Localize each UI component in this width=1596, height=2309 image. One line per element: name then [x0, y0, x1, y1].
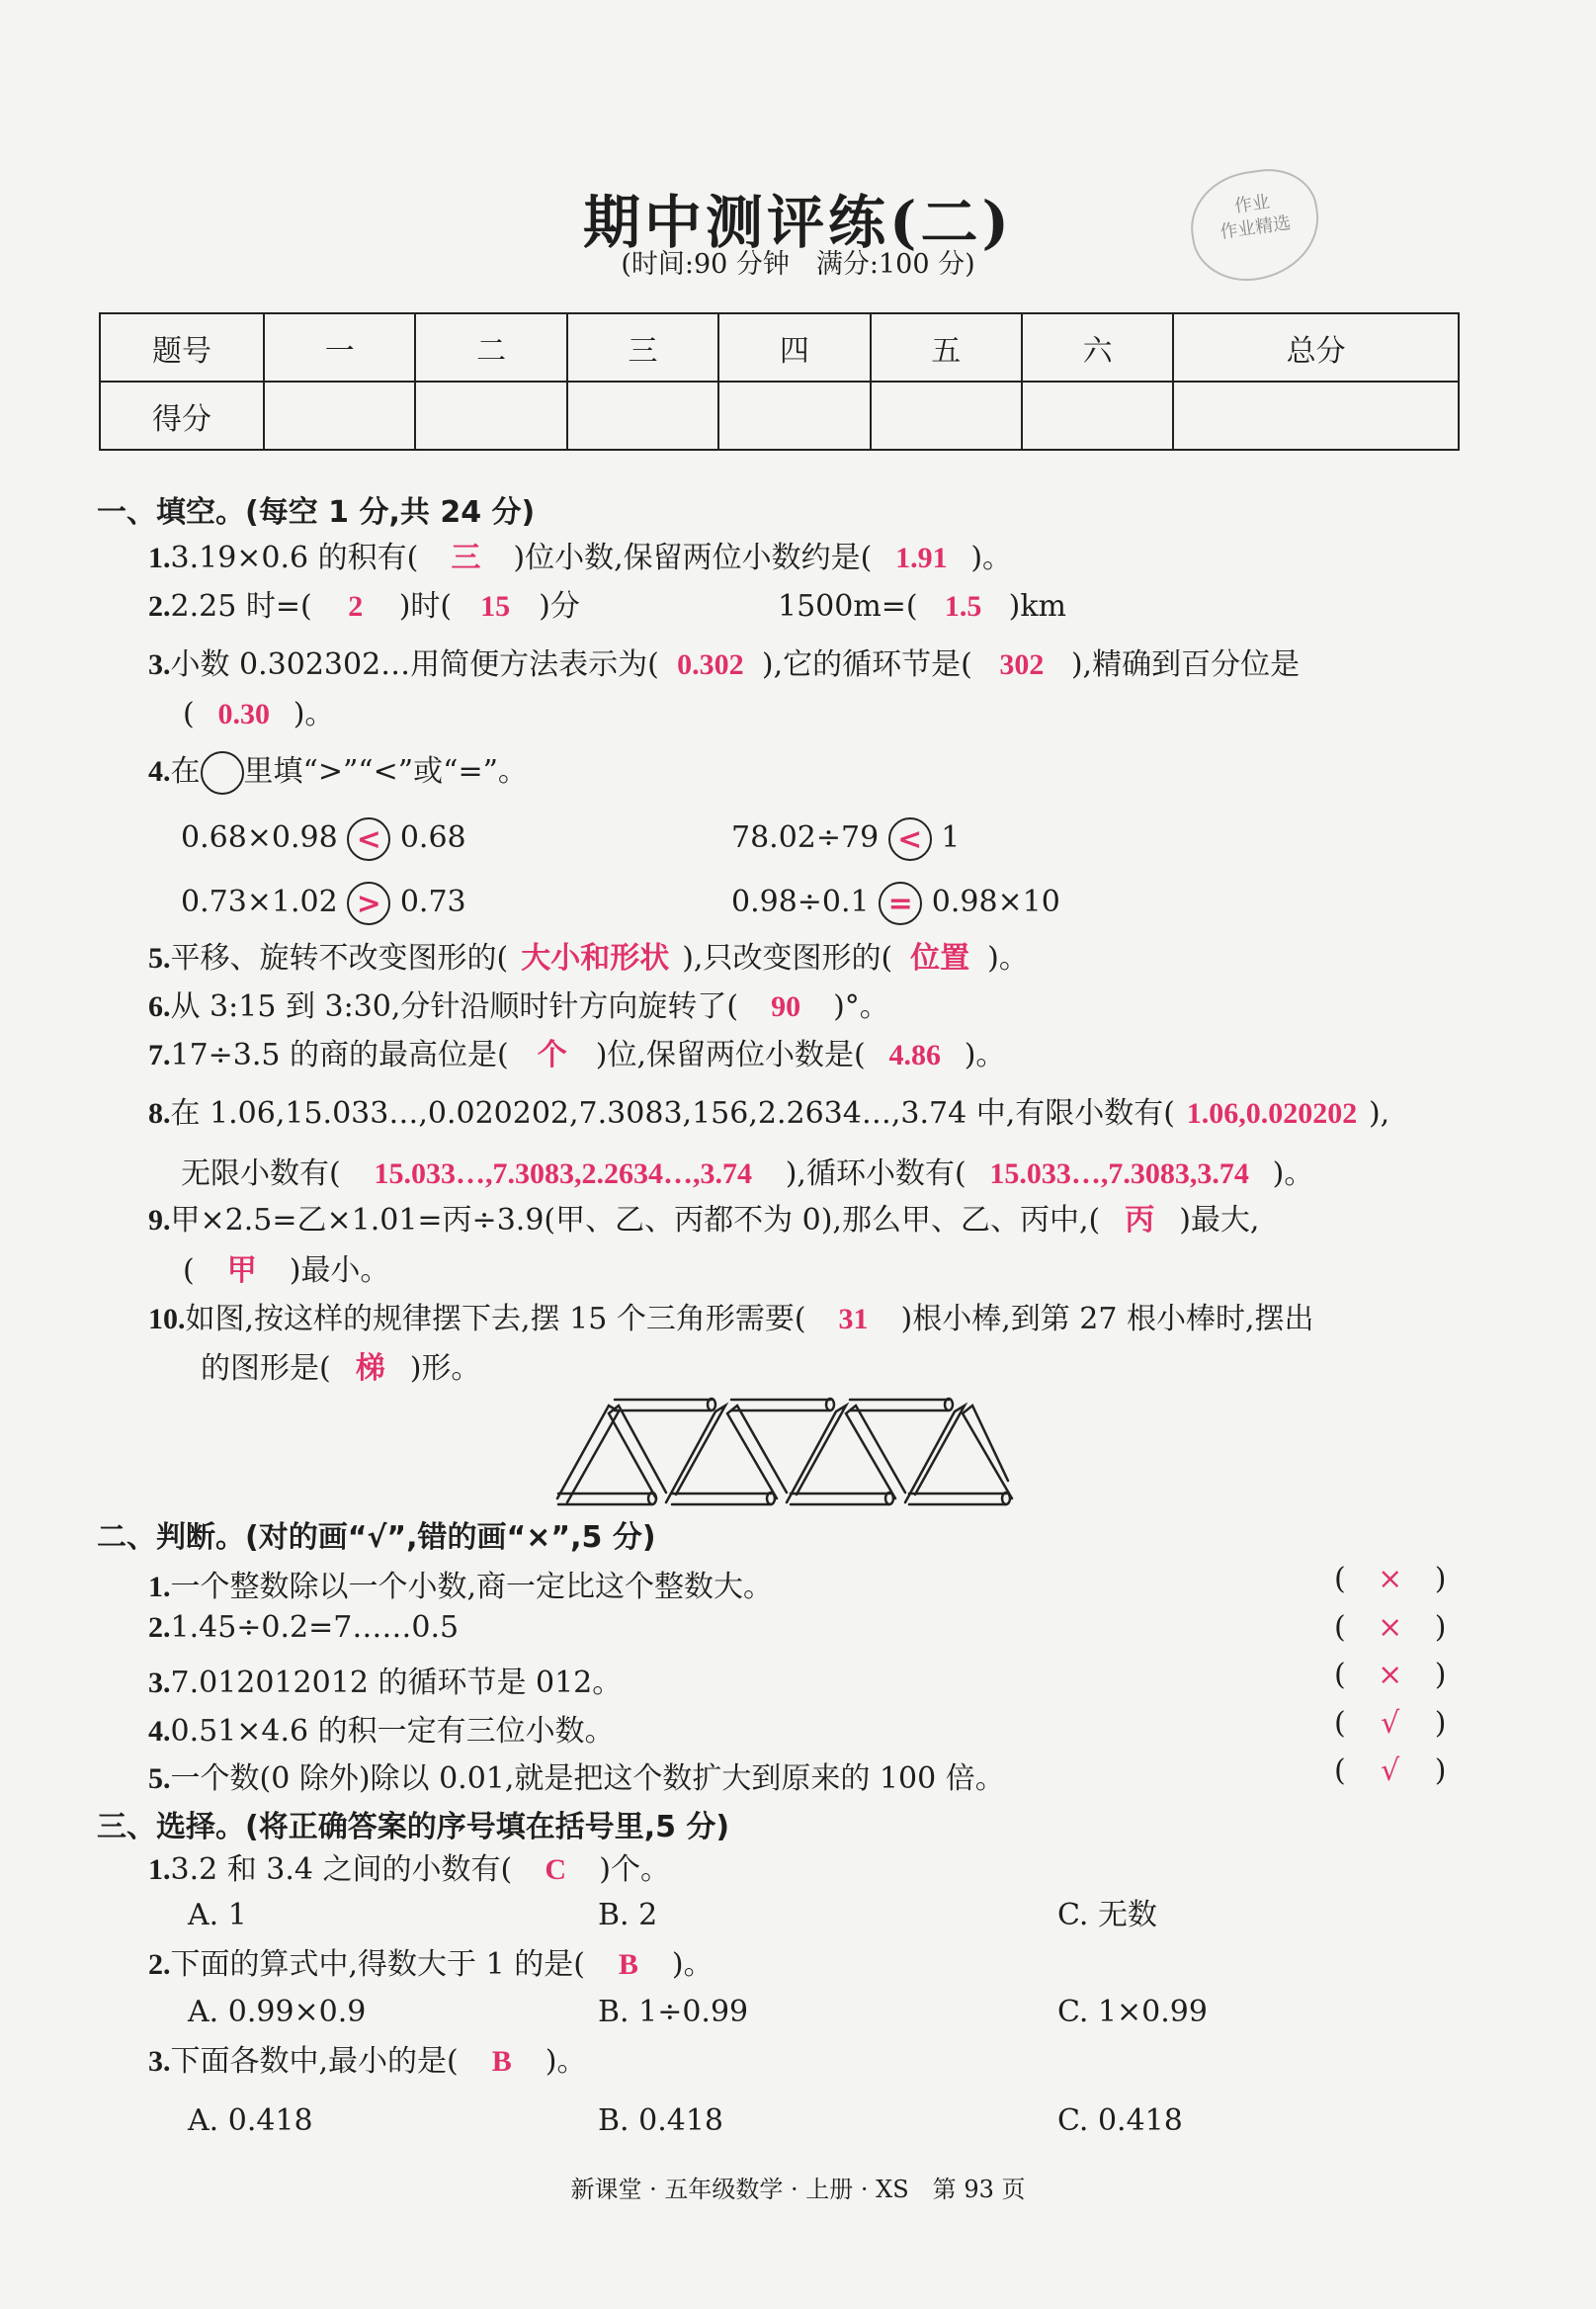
expression-right: 1 [941, 820, 961, 855]
fill-question-2 [148, 587, 580, 627]
judge-item [148, 1753, 1005, 1797]
question-number: 3. [148, 1667, 171, 1699]
question-text: )。 [1272, 1156, 1314, 1191]
answer-blank[interactable]: 丙 [1125, 1203, 1155, 1238]
question-text: 里填“>”“<”或“=”。 [243, 754, 528, 789]
question-number: 7. [148, 1039, 171, 1071]
question-number: 9. [148, 1204, 171, 1237]
exam-time-info: (时间:90 分钟 满分:100 分) [621, 249, 975, 280]
question-text: )最大, [1179, 1203, 1260, 1238]
question-text: )形。 [409, 1351, 481, 1386]
stick [846, 1406, 905, 1498]
score-cell[interactable] [567, 382, 718, 450]
judge-answer[interactable] [1334, 1753, 1463, 1788]
paren: ) [1434, 1610, 1447, 1645]
question-text: )km [1008, 589, 1066, 624]
fill-question-6 [148, 987, 889, 1027]
score-cell[interactable] [415, 382, 566, 450]
question-text: 3.2 和 3.4 之间的小数有( [170, 1852, 513, 1887]
stamp-line-2: 作业精选 [1218, 213, 1293, 243]
table-cell: 三 [567, 313, 718, 382]
paren: ( [1334, 1610, 1346, 1645]
question-text: 如图,按这样的规律摆下去,摆 15 个三角形需要( [185, 1302, 806, 1336]
check-mark-icon: √ [1381, 1753, 1400, 1788]
score-cell[interactable] [1022, 382, 1173, 450]
question-number: 1. [148, 1571, 171, 1603]
choice-option-a[interactable]: A. 0.99×0.9 [188, 1995, 367, 2029]
judge-answer[interactable] [1334, 1658, 1463, 1692]
answer-blank[interactable]: 15.033…,7.3083,3.74 [989, 1157, 1249, 1190]
fill-question-8-cont [181, 1154, 1313, 1194]
answer-blank[interactable]: B [618, 1948, 638, 1981]
question-number: 2. [148, 590, 171, 623]
stick [963, 1406, 1012, 1498]
question-number: 2. [148, 1948, 171, 1981]
compare-item-2 [731, 817, 960, 861]
compare-item-3 [181, 882, 466, 925]
score-table-score-row [100, 382, 1459, 450]
fill-question-1 [148, 539, 1012, 578]
compare-answer-circle[interactable]: > [347, 882, 390, 925]
question-text: )。 [545, 2044, 587, 2079]
question-text: 平移、旋转不改变图形的( [170, 941, 509, 976]
question-text: 小数 0.302302…用简便方法表示为( [170, 647, 659, 682]
question-number: 8. [148, 1097, 171, 1130]
question-text: )根小棒,到第 27 根小棒时,摆出 [900, 1302, 1314, 1336]
fill-question-10-cont [201, 1349, 480, 1389]
question-text: 1.45÷0.2=7……0.5 [170, 1610, 460, 1645]
stick [905, 1406, 965, 1502]
answer-blank[interactable]: 个 [537, 1038, 567, 1072]
question-text: )。 [987, 941, 1029, 976]
expression-left: 0.98÷0.1 [731, 885, 870, 919]
cross-mark-icon: × [1378, 1610, 1403, 1645]
expression-right: 0.68 [399, 820, 466, 855]
stick [666, 1406, 725, 1502]
choice-option-c[interactable]: C. 0.418 [1057, 2103, 1183, 2138]
score-table [99, 312, 1460, 451]
question-text: 1500m=( [778, 589, 918, 624]
table-cell: 总分 [1173, 313, 1459, 382]
question-text: ),只改变图形的( [682, 941, 893, 976]
paren: ) [1434, 1562, 1447, 1596]
question-text: )°。 [833, 989, 889, 1024]
choice-option-c[interactable]: C. 无数 [1057, 1898, 1157, 1932]
choice-question-3 [148, 2042, 586, 2082]
table-cell: 五 [871, 313, 1022, 382]
question-text: 无限小数有( [181, 1156, 341, 1191]
stick-triangles-figure [553, 1392, 1018, 1510]
expression-right: 0.98×10 [931, 885, 1060, 919]
choice-option-b[interactable]: B. 0.418 [598, 2103, 724, 2138]
judge-item [148, 1562, 773, 1605]
question-text: )。 [964, 1038, 1006, 1072]
fill-question-3-cont [183, 695, 334, 734]
choice-option-b[interactable]: B. 1÷0.99 [598, 1995, 749, 2029]
question-number: 3. [148, 2045, 171, 2078]
paren: ( [1334, 1658, 1346, 1692]
answer-blank[interactable]: 31 [838, 1303, 869, 1335]
question-text: 的图形是( [201, 1351, 331, 1386]
question-number: 4. [148, 755, 171, 788]
stamp-line-1: 作业 [1232, 191, 1272, 217]
question-number: 1. [148, 1853, 171, 1886]
question-text: 甲×2.5=乙×1.01=丙÷3.9(甲、乙、丙都不为 0),那么甲、乙、丙中,( [170, 1203, 1101, 1238]
compare-item-4 [731, 882, 1060, 925]
answer-blank[interactable]: 0.30 [217, 698, 270, 730]
question-text: )位,保留两位小数是( [595, 1038, 866, 1072]
check-mark-icon: √ [1381, 1706, 1400, 1741]
question-text: 从 3:15 到 3:30,分针沿顺时针方向旋转了( [170, 989, 739, 1024]
table-cell: 一 [264, 313, 415, 382]
question-text: 2.25 时=( [170, 589, 312, 624]
paren: ( [1334, 1562, 1346, 1596]
paren: ) [1434, 1658, 1447, 1692]
question-number: 10. [148, 1303, 186, 1335]
question-number: 2. [148, 1611, 171, 1644]
question-text: 一个数(0 除外)除以 0.01,就是把这个数扩大到原来的 100 倍。 [170, 1761, 1005, 1796]
compare-answer-circle[interactable]: = [879, 882, 922, 925]
judge-answer[interactable] [1334, 1610, 1463, 1645]
question-text: 在 [170, 754, 201, 789]
question-text: 3.19×0.6 的积有( [170, 541, 419, 575]
question-text: )。 [671, 1947, 714, 1982]
paren: ) [1434, 1706, 1447, 1741]
fill-question-8 [148, 1094, 1389, 1134]
choice-option-c[interactable]: C. 1×0.99 [1057, 1995, 1208, 2029]
paren: ) [1434, 1753, 1447, 1788]
paren: ( [1334, 1753, 1346, 1788]
answer-blank[interactable]: 三 [451, 541, 481, 575]
answer-blank[interactable]: 90 [771, 990, 801, 1023]
choice-option-a[interactable]: A. 1 [188, 1898, 247, 1932]
choice-question-2 [148, 1945, 714, 1985]
compare-answer-circle[interactable]: < [888, 817, 932, 861]
compare-item-1 [181, 817, 466, 861]
question-number: 3. [148, 648, 171, 681]
question-text: ), [1368, 1096, 1390, 1131]
choice-option-b[interactable]: B. 2 [598, 1898, 658, 1932]
judge-answer[interactable] [1334, 1706, 1463, 1741]
cross-mark-icon: × [1378, 1562, 1403, 1596]
compare-answer-circle[interactable]: < [347, 817, 390, 861]
expression-left: 0.68×0.98 [181, 820, 338, 855]
question-text: )最小。 [289, 1253, 390, 1288]
answer-blank[interactable]: 梯 [355, 1351, 385, 1386]
fill-question-3 [148, 645, 1300, 685]
section-1-heading: 一、填空。(每空 1 分,共 24 分) [97, 495, 536, 530]
answer-blank[interactable]: 4.86 [888, 1039, 941, 1071]
question-number: 1. [148, 542, 171, 574]
answer-blank[interactable]: C [545, 1853, 567, 1886]
expression-left: 0.73×1.02 [181, 885, 338, 919]
choice-option-a[interactable]: A. 0.418 [188, 2103, 313, 2138]
question-text: ( [183, 1253, 195, 1288]
judge-item [148, 1706, 615, 1750]
stick [727, 1406, 787, 1498]
answer-blank[interactable]: 0.302 [677, 648, 744, 681]
question-text: 下面的算式中,得数大于 1 的是( [170, 1947, 585, 1982]
answer-blank[interactable]: 2 [348, 590, 364, 623]
question-number: 4. [148, 1715, 171, 1748]
fill-question-4 [148, 751, 528, 795]
fill-question-2-part-b [778, 587, 1066, 627]
question-text: )。 [293, 697, 335, 731]
table-cell: 二 [415, 313, 566, 382]
blank-circle-icon [201, 751, 244, 795]
answer-blank[interactable]: 15.033…,7.3083,2.2634…,3.74 [374, 1157, 752, 1190]
question-text: 在 1.06,15.033…,0.020202,7.3083,156,2.2634…,3.74 中,有限小数有( [170, 1096, 1175, 1131]
fill-question-5 [148, 939, 1029, 979]
fill-question-9-cont [183, 1251, 389, 1291]
question-text: 0.51×4.6 的积一定有三位小数。 [170, 1714, 615, 1749]
judge-item [148, 1658, 622, 1701]
question-text: )时( [398, 589, 453, 624]
fill-question-7 [148, 1036, 1005, 1075]
fill-question-10 [148, 1300, 1314, 1339]
stick [787, 1406, 846, 1502]
answer-blank[interactable]: 1.5 [944, 590, 982, 623]
question-text: ),循环小数有( [785, 1156, 966, 1191]
stick [609, 1406, 666, 1498]
stick [557, 1406, 619, 1502]
question-text: 17÷3.5 的商的最高位是( [170, 1038, 509, 1072]
paren: ( [1334, 1706, 1346, 1741]
table-cell: 六 [1022, 313, 1173, 382]
score-cell[interactable] [871, 382, 1022, 450]
answer-blank[interactable]: 位置 [910, 941, 970, 976]
question-text: ( [183, 697, 195, 731]
answer-blank[interactable]: B [491, 2045, 512, 2078]
answer-blank[interactable]: 302 [999, 648, 1045, 681]
score-table-header-row [100, 313, 1459, 382]
question-number: 6. [148, 990, 171, 1023]
answer-blank[interactable]: 1.06,0.020202 [1186, 1097, 1358, 1130]
answer-blank[interactable]: 15 [480, 590, 511, 623]
question-text: ),它的循环节是( [761, 647, 972, 682]
cross-mark-icon: × [1378, 1658, 1403, 1692]
question-text: )分 [539, 589, 580, 624]
score-cell[interactable] [718, 382, 870, 450]
judge-item [148, 1610, 459, 1645]
fill-question-9 [148, 1201, 1259, 1240]
section-3-heading: 三、选择。(将正确答案的序号填在括号里,5 分) [97, 1810, 730, 1844]
choice-question-1 [148, 1850, 670, 1890]
question-text: 一个整数除以一个小数,商一定比这个整数大。 [170, 1570, 774, 1604]
answer-blank[interactable]: 大小和形状 [521, 941, 670, 976]
score-cell[interactable] [1173, 382, 1459, 450]
page-title: 期中测评练(二) [583, 189, 1013, 256]
expression-right: 0.73 [399, 885, 466, 919]
question-number: 5. [148, 1762, 171, 1795]
question-text: ),精确到百分位是 [1070, 647, 1301, 682]
question-text: )位小数,保留两位小数约是( [513, 541, 873, 575]
question-text: 下面各数中,最小的是( [170, 2044, 459, 2079]
table-cell: 题号 [100, 313, 264, 382]
answer-blank[interactable]: 甲 [226, 1253, 257, 1288]
question-text: )。 [970, 541, 1013, 575]
question-text: )个。 [599, 1852, 670, 1887]
score-cell[interactable] [264, 382, 415, 450]
page-footer: 新课堂 · 五年级数学 · 上册 · XS 第 93 页 [570, 2176, 1026, 2203]
table-cell: 得分 [100, 382, 264, 450]
question-text: 7.012012012 的循环节是 012。 [170, 1666, 623, 1700]
expression-left: 78.02÷79 [731, 820, 880, 855]
question-number: 5. [148, 942, 171, 975]
judge-answer[interactable] [1334, 1562, 1463, 1596]
answer-blank[interactable]: 1.91 [895, 542, 948, 574]
section-2-heading: 二、判断。(对的画“√”,错的画“×”,5 分) [97, 1520, 656, 1555]
table-cell: 四 [718, 313, 870, 382]
